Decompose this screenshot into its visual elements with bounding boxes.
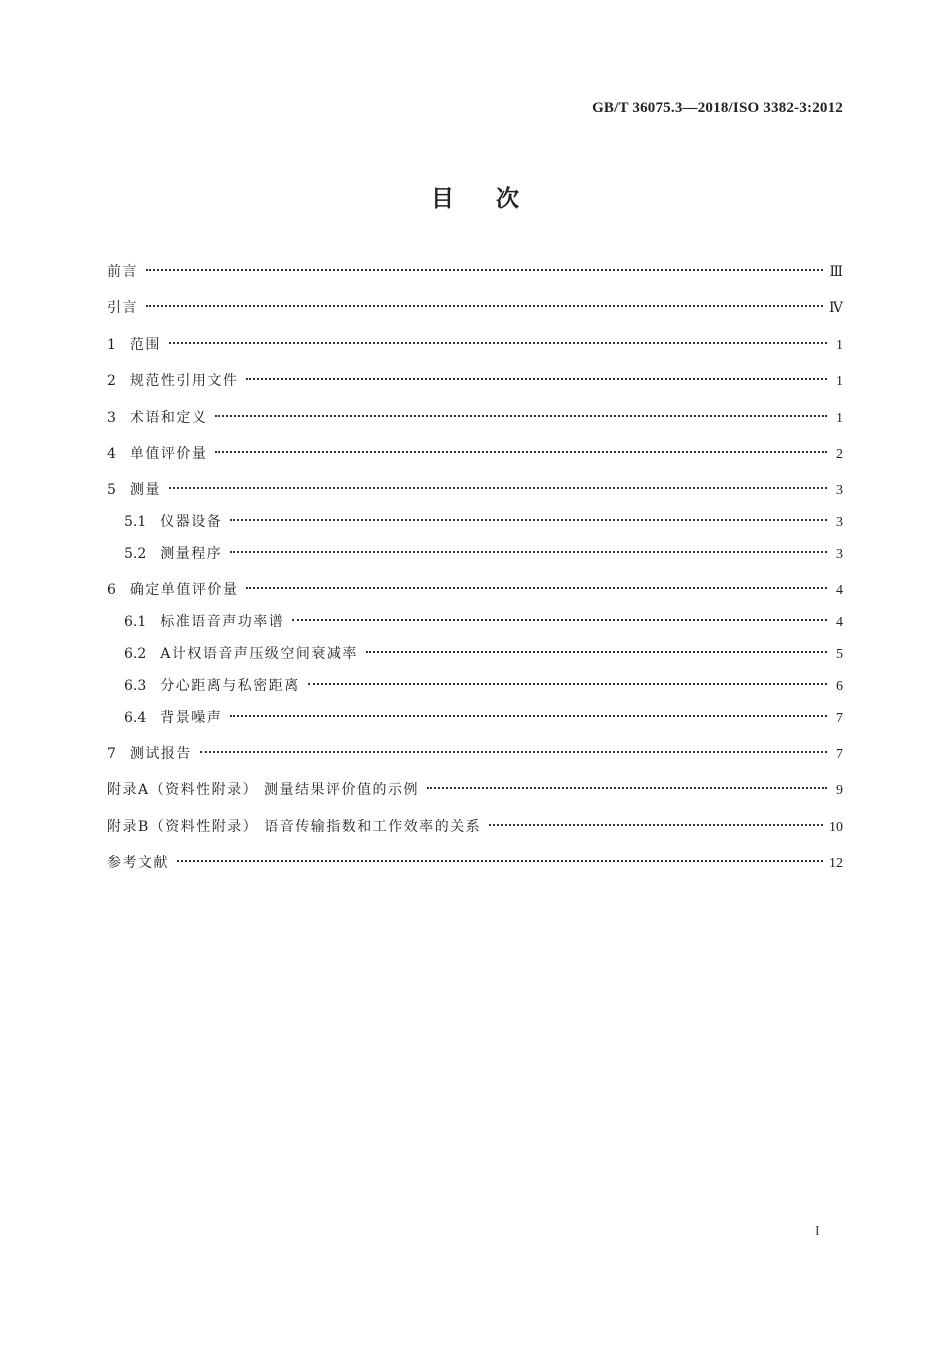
toc-entry-label: 测量 <box>129 482 161 499</box>
toc-entry[interactable] <box>107 506 843 533</box>
toc-entry-number: 2 <box>107 373 116 390</box>
toc-dot-leader <box>308 670 827 690</box>
toc-entry-number: 6.2 <box>124 645 147 662</box>
toc-entry[interactable] <box>107 738 843 765</box>
toc-entry[interactable] <box>107 365 843 392</box>
toc-entry-page: Ⅲ <box>829 265 843 280</box>
toc-entry-label: 确定单值评价量 <box>129 582 239 599</box>
toc-dot-leader <box>215 438 827 458</box>
toc-entry[interactable] <box>107 606 843 633</box>
toc-entry-number: 5 <box>107 482 116 499</box>
toc-entry-page: 4 <box>836 615 843 631</box>
standard-number-header: GB/T 36075.3—2018/ISO 3382-3:2012 <box>592 100 843 116</box>
toc-entry-label: 参考文献 <box>107 855 169 872</box>
toc-entry-number: 6.1 <box>124 614 147 631</box>
toc-entry-label: 测试报告 <box>129 745 192 762</box>
toc-entry-label: 测量程序 <box>160 545 223 562</box>
toc-entry-page: 5 <box>836 646 843 662</box>
toc-dot-leader <box>230 702 827 722</box>
toc-dot-leader <box>146 256 823 276</box>
toc-entry-label: 规范性引用文件 <box>129 373 239 390</box>
toc-entry[interactable] <box>107 847 843 874</box>
toc-entry[interactable] <box>107 438 843 465</box>
toc-entry-number: 1 <box>107 336 116 353</box>
toc-dot-leader <box>366 638 827 658</box>
toc-entry-page: 12 <box>829 856 843 872</box>
toc-entry-number: 5.2 <box>124 545 147 562</box>
toc-entry[interactable] <box>107 292 843 319</box>
toc-entry-label: 背景噪声 <box>160 709 223 726</box>
toc-dot-leader <box>292 606 827 626</box>
toc-dot-leader <box>230 506 827 526</box>
toc-entry-number: 6.4 <box>124 709 147 726</box>
toc-entry-page: 7 <box>836 710 843 726</box>
toc-dot-leader <box>169 474 827 494</box>
toc-entry-number: 5.1 <box>124 514 147 531</box>
toc-entry-number: 7 <box>107 745 116 762</box>
toc-entry[interactable] <box>107 670 843 697</box>
toc-entry[interactable] <box>107 702 843 729</box>
toc-entry-number: 6.3 <box>124 677 147 694</box>
toc-entry-page: 6 <box>836 678 843 694</box>
toc-title: 目次 <box>431 186 561 212</box>
toc-entry[interactable] <box>107 638 843 665</box>
toc-entry[interactable] <box>107 329 843 356</box>
toc-entry-page: 4 <box>836 583 843 599</box>
toc-entry-label: 范围 <box>129 336 161 353</box>
toc-entry-page: 9 <box>836 783 843 799</box>
toc-entry-label: 单值评价量 <box>129 445 208 462</box>
toc-entry-label: 仪器设备 <box>160 514 223 531</box>
toc-entry[interactable] <box>107 402 843 429</box>
toc-entry-page: Ⅳ <box>829 301 843 317</box>
toc-entry-label: 引言 <box>107 300 138 317</box>
table-of-contents <box>107 256 843 874</box>
toc-entry-label: 附录B（资料性附录） 语音传输指数和工作效率的关系 <box>107 818 482 835</box>
toc-dot-leader <box>200 738 827 758</box>
toc-entry[interactable] <box>107 774 843 801</box>
toc-entry-number: 3 <box>107 409 116 426</box>
toc-dot-leader <box>246 365 827 385</box>
toc-dot-leader <box>177 847 823 867</box>
toc-entry[interactable] <box>107 474 843 501</box>
toc-dot-leader <box>489 811 823 831</box>
toc-entry[interactable] <box>107 574 843 601</box>
toc-entry[interactable] <box>107 811 843 838</box>
toc-dot-leader <box>230 538 827 558</box>
toc-entry-page: 3 <box>836 515 843 531</box>
toc-entry-page: 2 <box>836 446 843 462</box>
toc-entry-label: A计权语音声压级空间衰减率 <box>160 645 358 662</box>
toc-entry-page: 1 <box>836 337 843 353</box>
toc-entry-page: 3 <box>836 546 843 562</box>
toc-entry[interactable] <box>107 538 843 565</box>
toc-entry-label: 附录A（资料性附录） 测量结果评价值的示例 <box>107 782 420 799</box>
toc-entry-label: 术语和定义 <box>129 409 208 426</box>
toc-entry-label: 前言 <box>107 264 138 280</box>
toc-entry-label: 标准语音声功率谱 <box>160 614 285 631</box>
toc-entry-number: 4 <box>107 445 116 462</box>
toc-dot-leader <box>169 329 827 349</box>
toc-dot-leader <box>427 774 827 794</box>
toc-entry-page: 3 <box>836 483 843 499</box>
toc-entry-number: 6 <box>107 582 116 599</box>
toc-dot-leader <box>146 292 823 312</box>
toc-entry-page: 7 <box>836 746 843 762</box>
toc-dot-leader <box>215 402 827 422</box>
toc-entry[interactable] <box>107 256 843 283</box>
toc-entry-page: 10 <box>829 819 843 835</box>
toc-entry-page: 1 <box>836 374 843 390</box>
page-number: I <box>815 1224 820 1239</box>
toc-entry-label: 分心距离与私密距离 <box>160 677 300 694</box>
toc-dot-leader <box>246 574 827 594</box>
toc-entry-page: 1 <box>836 410 843 426</box>
